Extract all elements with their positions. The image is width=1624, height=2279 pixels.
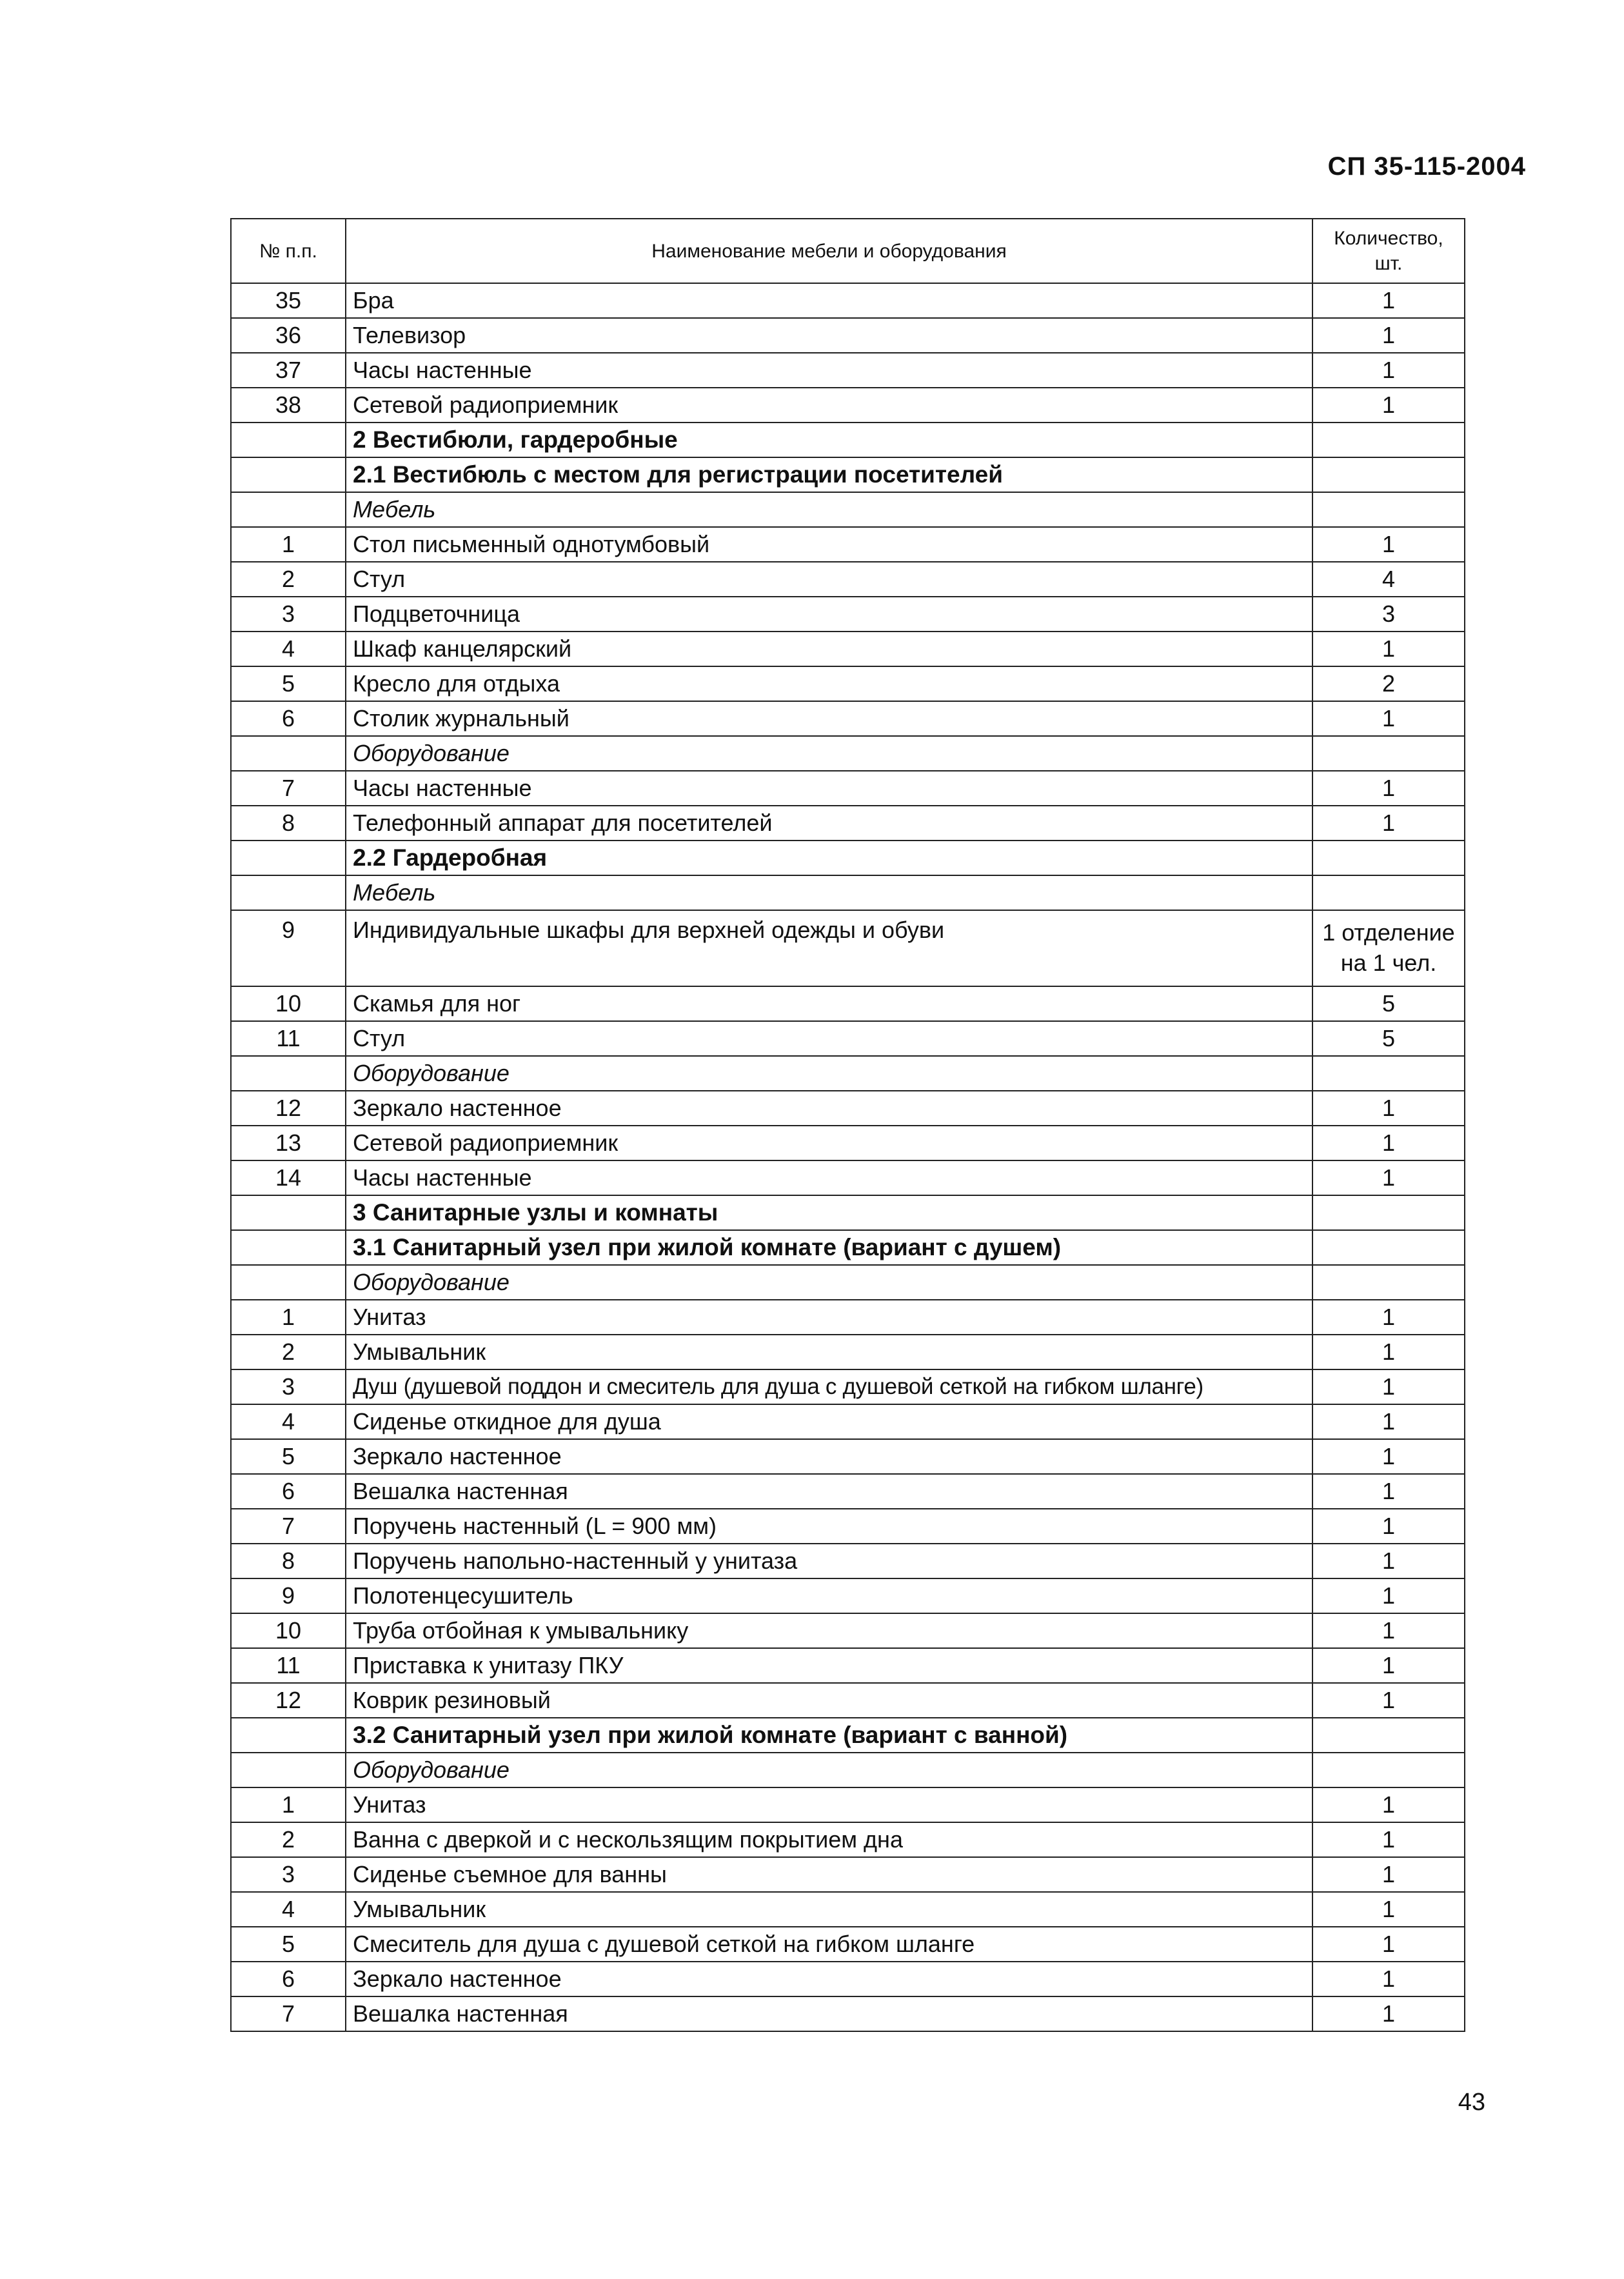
row-name-cell: Столик журнальный: [346, 701, 1312, 736]
row-number-cell: [231, 875, 346, 910]
row-number-cell: 1: [231, 527, 346, 562]
row-number-cell: 35: [231, 283, 346, 318]
row-name-cell: Унитаз: [346, 1300, 1312, 1335]
row-name-cell: 3 Санитарные узлы и комнаты: [346, 1195, 1312, 1230]
row-quantity-cell: [1312, 457, 1465, 492]
table-row: [231, 1439, 1465, 1474]
row-number-cell: 14: [231, 1160, 346, 1195]
table-row: [231, 1787, 1465, 1822]
row-number-cell: [231, 1230, 346, 1265]
row-name-cell: 2 Вестибюли, гардеробные: [346, 423, 1312, 457]
table-row: [231, 1613, 1465, 1648]
row-number-cell: 6: [231, 1474, 346, 1509]
row-number-cell: 4: [231, 1404, 346, 1439]
row-number-cell: 9: [231, 910, 346, 986]
row-quantity-cell: 1: [1312, 701, 1465, 736]
row-name-cell: 2.2 Гардеробная: [346, 841, 1312, 875]
table-row: [231, 1822, 1465, 1857]
row-name-cell: Часы настенные: [346, 353, 1312, 388]
table-row: [231, 1544, 1465, 1578]
row-name-cell: Шкаф канцелярский: [346, 632, 1312, 666]
row-quantity-cell: [1312, 841, 1465, 875]
document-code: СП 35-115-2004: [1327, 152, 1526, 181]
row-name-cell: Мебель: [346, 875, 1312, 910]
table-row: [231, 353, 1465, 388]
row-quantity-cell: [1312, 492, 1465, 527]
table-row: [231, 1474, 1465, 1509]
row-number-cell: 7: [231, 771, 346, 806]
row-number-cell: 4: [231, 632, 346, 666]
row-name-cell: Стол письменный однотумбовый: [346, 527, 1312, 562]
table-header-row: [231, 219, 1465, 283]
row-name-cell: Поручень настенный (L = 900 мм): [346, 1509, 1312, 1544]
row-quantity-cell: 1: [1312, 1404, 1465, 1439]
row-name-cell: Приставка к унитазу ПКУ: [346, 1648, 1312, 1683]
row-number-cell: 6: [231, 1962, 346, 1996]
row-number-cell: 10: [231, 986, 346, 1021]
row-number-cell: 2: [231, 1822, 346, 1857]
row-name-cell: 3.2 Санитарный узел при жилой комнате (вариант с ванной): [346, 1718, 1312, 1753]
row-number-cell: 4: [231, 1892, 346, 1927]
row-name-cell: Зеркало настенное: [346, 1439, 1312, 1474]
row-number-cell: 5: [231, 1439, 346, 1474]
row-quantity-cell: 1: [1312, 1683, 1465, 1718]
row-number-cell: [231, 457, 346, 492]
row-number-cell: 1: [231, 1300, 346, 1335]
row-name-cell: Вешалка настенная: [346, 1474, 1312, 1509]
row-number-cell: [231, 1056, 346, 1091]
row-name-cell: Сетевой радиоприемник: [346, 1126, 1312, 1160]
row-name-cell: Унитаз: [346, 1787, 1312, 1822]
row-number-cell: 37: [231, 353, 346, 388]
row-number-cell: 2: [231, 562, 346, 597]
row-number-cell: 3: [231, 1369, 346, 1404]
table-row: [231, 1927, 1465, 1962]
table-row: [231, 1126, 1465, 1160]
table-row: [231, 1369, 1465, 1404]
row-number-cell: [231, 492, 346, 527]
row-number-cell: 3: [231, 597, 346, 632]
row-quantity-cell: [1312, 1265, 1465, 1300]
row-quantity-cell: 1: [1312, 1613, 1465, 1648]
row-number-cell: [231, 841, 346, 875]
row-name-cell: Зеркало настенное: [346, 1962, 1312, 1996]
row-name-cell: Труба отбойная к умывальнику: [346, 1613, 1312, 1648]
row-quantity-cell: [1312, 1230, 1465, 1265]
section-heading-row: [231, 1230, 1465, 1265]
row-quantity-cell: 1: [1312, 1369, 1465, 1404]
table-row: [231, 1892, 1465, 1927]
row-number-cell: 3: [231, 1857, 346, 1892]
row-name-cell: Оборудование: [346, 1753, 1312, 1787]
column-header-number: № п.п.: [231, 219, 346, 283]
row-name-cell: Умывальник: [346, 1892, 1312, 1927]
row-number-cell: 10: [231, 1613, 346, 1648]
row-name-cell: Мебель: [346, 492, 1312, 527]
section-heading-row: [231, 457, 1465, 492]
row-name-cell: Коврик резиновый: [346, 1683, 1312, 1718]
row-name-cell: Индивидуальные шкафы для верхней одежды и обуви: [346, 910, 1312, 986]
row-quantity-cell: 1: [1312, 1509, 1465, 1544]
row-number-cell: [231, 1265, 346, 1300]
row-quantity-cell: 1: [1312, 1787, 1465, 1822]
row-name-cell: Умывальник: [346, 1335, 1312, 1369]
table-row: [231, 1962, 1465, 1996]
group-heading-row: [231, 1753, 1465, 1787]
column-header-quantity: Количество, шт.: [1312, 219, 1465, 283]
row-number-cell: 8: [231, 806, 346, 841]
section-heading-row: [231, 1718, 1465, 1753]
table-row: [231, 597, 1465, 632]
group-heading-row: [231, 875, 1465, 910]
row-number-cell: [231, 1195, 346, 1230]
row-name-cell: Сиденье съемное для ванны: [346, 1857, 1312, 1892]
row-name-cell: Поручень напольно-настенный у унитаза: [346, 1544, 1312, 1578]
row-quantity-cell: 1: [1312, 388, 1465, 423]
row-number-cell: [231, 736, 346, 771]
row-number-cell: 2: [231, 1335, 346, 1369]
page-number: 43: [1458, 2089, 1485, 2116]
row-quantity-cell: 1: [1312, 1857, 1465, 1892]
row-quantity-cell: [1312, 1056, 1465, 1091]
row-name-cell: Сиденье откидное для душа: [346, 1404, 1312, 1439]
row-quantity-cell: 1: [1312, 1927, 1465, 1962]
row-name-cell: Кресло для отдыха: [346, 666, 1312, 701]
row-name-cell: Ванна с дверкой и с нескользящим покрытием дна: [346, 1822, 1312, 1857]
row-number-cell: 7: [231, 1996, 346, 2031]
row-name-cell: Телефонный аппарат для посетителей: [346, 806, 1312, 841]
row-quantity-cell: [1312, 875, 1465, 910]
table-row: [231, 1160, 1465, 1195]
row-name-cell: Душ (душевой поддон и смеситель для душа с душевой сеткой на гибком шланге): [346, 1369, 1312, 1404]
row-number-cell: 38: [231, 388, 346, 423]
table-body: [231, 283, 1465, 2031]
row-name-cell: Подцветочница: [346, 597, 1312, 632]
row-number-cell: 9: [231, 1578, 346, 1613]
row-quantity-cell: [1312, 1195, 1465, 1230]
row-quantity-cell: [1312, 736, 1465, 771]
row-quantity-cell: 5: [1312, 986, 1465, 1021]
row-quantity-cell: 1: [1312, 1126, 1465, 1160]
row-name-cell: Смеситель для душа с душевой сеткой на гибком шланге: [346, 1927, 1312, 1962]
row-quantity-cell: 1: [1312, 1160, 1465, 1195]
group-heading-row: [231, 492, 1465, 527]
row-quantity-cell: 1: [1312, 632, 1465, 666]
row-name-cell: Стул: [346, 562, 1312, 597]
row-quantity-cell: 1: [1312, 1335, 1465, 1369]
table-row: [231, 1648, 1465, 1683]
row-quantity-cell: [1312, 423, 1465, 457]
row-number-cell: [231, 1718, 346, 1753]
row-quantity-cell: 1: [1312, 1439, 1465, 1474]
table-row: [231, 1683, 1465, 1718]
row-number-cell: 12: [231, 1091, 346, 1126]
section-heading-row: [231, 841, 1465, 875]
row-number-cell: 5: [231, 1927, 346, 1962]
row-quantity-cell: 1: [1312, 353, 1465, 388]
row-quantity-cell: [1312, 1718, 1465, 1753]
table-row: [231, 806, 1465, 841]
row-name-cell: Телевизор: [346, 318, 1312, 353]
row-number-cell: 12: [231, 1683, 346, 1718]
row-name-cell: 2.1 Вестибюль с местом для регистрации посетителей: [346, 457, 1312, 492]
table-row: [231, 388, 1465, 423]
table-row: [231, 1091, 1465, 1126]
row-name-cell: Часы настенные: [346, 771, 1312, 806]
row-quantity-cell: 1: [1312, 1962, 1465, 1996]
table-row: [231, 1996, 1465, 2031]
row-number-cell: 36: [231, 318, 346, 353]
table-row: [231, 1578, 1465, 1613]
row-quantity-cell: 1: [1312, 1822, 1465, 1857]
row-quantity-cell: 1: [1312, 1544, 1465, 1578]
row-name-cell: Полотенцесушитель: [346, 1578, 1312, 1613]
row-quantity-cell: 1: [1312, 1300, 1465, 1335]
row-quantity-cell: 1: [1312, 1091, 1465, 1126]
row-name-cell: Оборудование: [346, 1056, 1312, 1091]
row-number-cell: 11: [231, 1021, 346, 1056]
table-row: [231, 1857, 1465, 1892]
row-name-cell: 3.1 Санитарный узел при жилой комнате (вариант с душем): [346, 1230, 1312, 1265]
section-heading-row: [231, 1195, 1465, 1230]
row-number-cell: 8: [231, 1544, 346, 1578]
row-quantity-cell: 3: [1312, 597, 1465, 632]
row-name-cell: Скамья для ног: [346, 986, 1312, 1021]
table-row: [231, 666, 1465, 701]
table-row: [231, 986, 1465, 1021]
row-quantity-cell: 1: [1312, 527, 1465, 562]
row-quantity-cell: [1312, 1753, 1465, 1787]
equipment-table: [230, 218, 1465, 2032]
table-row: [231, 910, 1465, 986]
group-heading-row: [231, 1056, 1465, 1091]
row-number-cell: [231, 1753, 346, 1787]
column-header-name: Наименование мебели и оборудования: [346, 219, 1312, 283]
row-quantity-cell: 1: [1312, 771, 1465, 806]
row-name-cell: Сетевой радиоприемник: [346, 388, 1312, 423]
row-quantity-cell: 1 отделение на 1 чел.: [1312, 910, 1465, 986]
row-number-cell: 13: [231, 1126, 346, 1160]
table-row: [231, 318, 1465, 353]
row-quantity-cell: 1: [1312, 1578, 1465, 1613]
row-quantity-cell: 5: [1312, 1021, 1465, 1056]
table-row: [231, 562, 1465, 597]
table-row: [231, 701, 1465, 736]
row-number-cell: 5: [231, 666, 346, 701]
table-row: [231, 771, 1465, 806]
row-name-cell: Оборудование: [346, 1265, 1312, 1300]
group-heading-row: [231, 736, 1465, 771]
table-row: [231, 1335, 1465, 1369]
row-quantity-cell: 2: [1312, 666, 1465, 701]
row-name-cell: Бра: [346, 283, 1312, 318]
section-heading-row: [231, 423, 1465, 457]
row-quantity-cell: 1: [1312, 318, 1465, 353]
table-row: [231, 1404, 1465, 1439]
row-quantity-cell: 1: [1312, 1892, 1465, 1927]
row-number-cell: 11: [231, 1648, 346, 1683]
row-number-cell: 6: [231, 701, 346, 736]
group-heading-row: [231, 1265, 1465, 1300]
row-quantity-cell: 1: [1312, 283, 1465, 318]
table-row: [231, 1509, 1465, 1544]
table-row: [231, 283, 1465, 318]
table-row: [231, 1300, 1465, 1335]
row-quantity-cell: 1: [1312, 1648, 1465, 1683]
table-row: [231, 527, 1465, 562]
row-number-cell: [231, 423, 346, 457]
row-quantity-cell: 1: [1312, 806, 1465, 841]
row-quantity-cell: 1: [1312, 1474, 1465, 1509]
row-number-cell: 7: [231, 1509, 346, 1544]
table-row: [231, 632, 1465, 666]
row-number-cell: 1: [231, 1787, 346, 1822]
row-name-cell: Зеркало настенное: [346, 1091, 1312, 1126]
table-row: [231, 1021, 1465, 1056]
row-name-cell: Стул: [346, 1021, 1312, 1056]
row-name-cell: Часы настенные: [346, 1160, 1312, 1195]
row-name-cell: Вешалка настенная: [346, 1996, 1312, 2031]
row-quantity-cell: 1: [1312, 1996, 1465, 2031]
row-name-cell: Оборудование: [346, 736, 1312, 771]
row-quantity-cell: 4: [1312, 562, 1465, 597]
